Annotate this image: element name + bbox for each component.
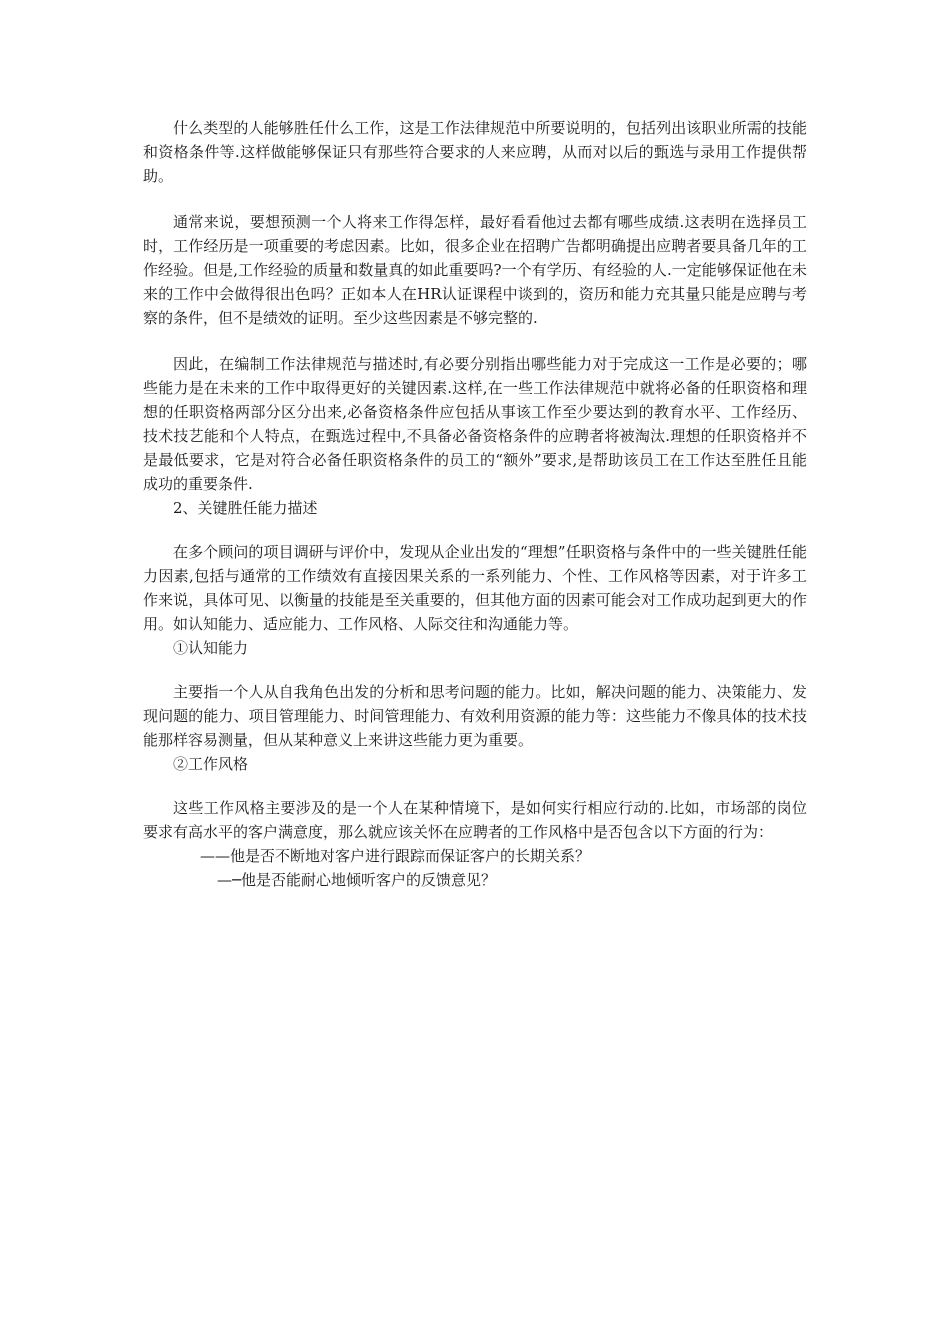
paragraph-1: 什么类型的人能够胜任什么工作，这是工作法律规范中所要说明的，包括列出该职业所需的技能和资格条件等.这样做能够保证只有那些符合要求的人来应聘，从而对以后的甄选与录用工作提供帮助。 (143, 119, 807, 185)
paragraph-6: 这些工作风格主要涉及的是一个人在某种情境下，是如何实行相应行动的.比如，市场部的岗位要求有高水平的客户满意度，那么就应该关怀在应聘者的工作风格中是否包含以下方面的行为： (143, 799, 807, 841)
paragraph-4: 在多个顾问的项目调研与评价中，发现从企业出发的“理想”任职资格与条件中的一些关键胜任能力因素,包括与通常的工作绩效有直接因果关系的一系列能力、个性、工作风格等因素，对于许多工作来说，具体可见、以衡量的技能是至关重要的，但其他方面的因素可能会对工作成功起到更大的作用。如认知能力、适应能力、工作风格、人际交往和沟通能力等。 (143, 543, 807, 633)
subheading-cognitive: ①认知能力 (173, 639, 249, 657)
section-heading-competency: 2、关键胜任能力描述 (173, 499, 318, 517)
paragraph-2: 通常来说，要想预测一个人将来工作得怎样，最好看看他过去都有哪些成绩.这表明在选择员工时，工作经历是一项重要的考虑因素。比如，很多企业在招聘广告都明确提出应聘者要具备几年的工作经验。但是,工作经验的质量和数量真的如此重要吗?一个有学历、有经验的人.一定能够保证他在未来的工作中会做得很出色吗？正如本人在HR认证课程中谈到的，资历和能力充其量只能是应聘与考察的条件，但不是绩效的证明。至少这些因素是不够完整的. (143, 213, 807, 327)
question-item-1: ——他是否不断地对客户进行跟踪而保证客户的长期关系？ (200, 847, 591, 865)
question-item-2: —─他是否能耐心地倾听客户的反馈意见？ (217, 871, 497, 889)
paragraph-3: 因此，在编制工作法律规范与描述时,有必要分别指出哪些能力对于完成这一工作是必要的；哪些能力是在未来的工作中取得更好的关键因素.这样,在一些工作法律规范中就将必备的任职资格和理想的任职资格两部分区分出来,必备资格条件应包括从事该工作至少要达到的教育水平、工作经历、技术技艺能和个人特点，在甄选过程中,不具备必备资格条件的应聘者将被淘汰.理想的任职资格并不是最低要求，它是对符合必备任职资格条件的员工的“额外”要求,是帮助该员工在工作达至胜任且能成功的重要条件. (143, 355, 807, 493)
paragraph-5: 主要指一个人从自我角色出发的分析和思考问题的能力。比如，解决问题的能力、决策能力、发现问题的能力、项目管理能力、时间管理能力、有效利用资源的能力等：这些能力不像具体的技术技能那样容易测量，但从某种意义上来讲这些能力更为重要。 (143, 683, 807, 749)
subheading-work-style: ②工作风格 (173, 755, 249, 773)
document-page (143, 116, 807, 892)
